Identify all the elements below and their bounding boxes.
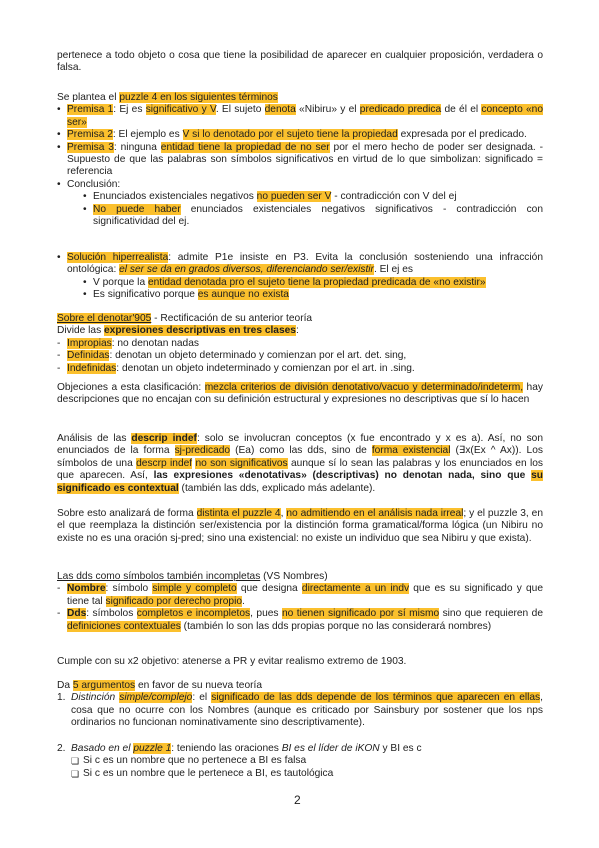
list-item: • Solución hiperrealista: admite P1e insiste en P3. Evita la conclusión sosteniendo una infracción ontológica: el ser se da en grados diversos, diferenciando ser/existir. El ej es bbox=[57, 252, 543, 277]
list-item: - Impropias: no denotan nadas bbox=[57, 338, 543, 350]
section-heading: Sobre el denotar'905 - Rectificación de su anterior teoría bbox=[57, 313, 313, 324]
list-item: ❏ Si c es un nombre que no pertenece a BI es falsa bbox=[71, 755, 543, 767]
list-item: • Es significativo porque es aunque no exista bbox=[83, 289, 543, 301]
solution-section bbox=[57, 252, 543, 302]
list-item: - Nombre: símbolo simple y completo que designa directamente a un indv que es su significado y que tiene tal significado por derecho propio. bbox=[57, 583, 543, 608]
list-item: • Premisa 1: Ej es significativo y V. El sujeto denota «Nibiru» y el predicado predica de él el concepto «no ser» bbox=[57, 104, 543, 129]
argument-two bbox=[57, 743, 543, 780]
list-item: • Enunciados existenciales negativos no pueden ser V - contradicción con V del ej bbox=[83, 191, 543, 203]
list-item: • Premisa 3: ninguna entidad tiene la propiedad de no ser por el mero hecho de poder ser designada. - Supuesto de que las palabras son símbolos significativos en virtud de lo que simbolizan: significado = referencia bbox=[57, 142, 543, 179]
list-item: ❏ Si c es un nombre que le pertenece a BI, es tautológica bbox=[71, 768, 543, 780]
objective-paragraph: Cumple con su x2 objetivo: atenerse a PR y evitar realismo extremo de 1903. bbox=[57, 656, 407, 667]
list-item: • Conclusión: bbox=[57, 179, 543, 191]
arguments-section: Da 5 argumentos en favor de su nueva teoría 1. Distinción simple/complejo: el significado de las dds depende de los términos que aparecen en ellas, cosa que no ocurre con los Nombres (aunque es criticado por Sainsbury por sostener que los nps ordinarios no funcionan nominativamente sino descriptivamente). bbox=[57, 680, 543, 729]
puzzle4-lead: Se plantea el puzzle 4 en los siguientes términos bbox=[57, 92, 278, 103]
list-item: 1. Distinción simple/complejo: el significado de las dds depende de los términos que aparecen en ellas, cosa que no ocurre con los Nombres (aunque es criticado por Sainsbury por sostener que los nps ordinarios no funcionan nominativamente sino descriptivamente). bbox=[57, 692, 543, 729]
section-heading: Las dds como símbolos también incompletas (VS Nombres) bbox=[57, 571, 328, 582]
list-item: 2. Basado en el puzzle 1: teniendo las oraciones BI es el líder de iKON y BI es c bbox=[57, 743, 422, 754]
list-item: - Definidas: denotan un objeto determinado y comienzan por el art. det. sing, bbox=[57, 350, 543, 362]
incomplete-symbols-section bbox=[57, 571, 543, 633]
objections-paragraph: Objeciones a esta clasificación: mezcla criterios de división denotativo/vacuo y determinado/indeterm, hay descripciones que no encajan con su definición estructural y expresiones no descriptivas que sí lo hacen bbox=[57, 382, 543, 406]
intro-paragraph: pertenece a todo objeto o cosa que tiene la posibilidad de aparecer en cualquier proposición, verdadera o falsa. bbox=[57, 50, 543, 74]
list-item: • Premisa 2: El ejemplo es V si lo denotado por el sujeto tiene la propiedad expresada por el predicado. bbox=[57, 129, 543, 141]
list-item: • V porque la entidad denotada pro el sujeto tiene la propiedad predicada de «no existir» bbox=[83, 277, 543, 289]
list-item: - Dds: símbolos completos e incompletos, pues no tienen significado por sí mismo sino que requieren de definiciones contextuales (también lo son las dds propias porque no las considerará nombres) bbox=[57, 608, 543, 633]
analysis-paragraph: Análisis de las descrip indef: solo se involucran conceptos (x fue encontrado y x es a). Así, no son enunciados de la forma sj-predicado (Ea) como las dds, sino de forma existencial (∃x(Ex ^ Ax)). Los símbolos de una descrp indef no son significativos aunque sí lo sean las palabras y los enunciados en los que aparecen. Así, las expresiones «denotativas» (descriptivas) no denotan nada, sino que su significado es contextual (también las dds, explicado más adelante). bbox=[57, 433, 543, 494]
list-item: - Indefinidas: denotan un objeto indeterminado y comienzan por el art. in .sing. bbox=[57, 363, 543, 375]
denotar-section: Sobre el denotar'905 - Rectificación de su anterior teoría Divide las expresiones descriptivas en tres clases: - Impropias: no denotan nadas - Definidas: denotan un objeto determinado y comienzan por el art. det. sing, - Indefinidas: denotan un objeto indeterminado y comienzan por el art. in .sing. bbox=[57, 313, 543, 375]
puzzle4-section bbox=[57, 92, 543, 228]
list-item: • No puede haber enunciados existenciales negativos significativos - contradicción con significatividad del ej. bbox=[83, 204, 543, 229]
puzzle-analysis-paragraph: Sobre esto analizará de forma distinta el puzzle 4, no admitiendo en el análisis nada irreal; y el puzzle 3, en el que reemplaza la distinción ser/existencia por la distinción forma gramatical/forma lógica (un Nibiru no existe no es una oración sj-pred; sino una existencial: no existe un individuo que sea Nibiru y que exista). bbox=[57, 508, 543, 544]
page-number: 2 bbox=[294, 793, 301, 807]
premise-list bbox=[57, 104, 543, 228]
